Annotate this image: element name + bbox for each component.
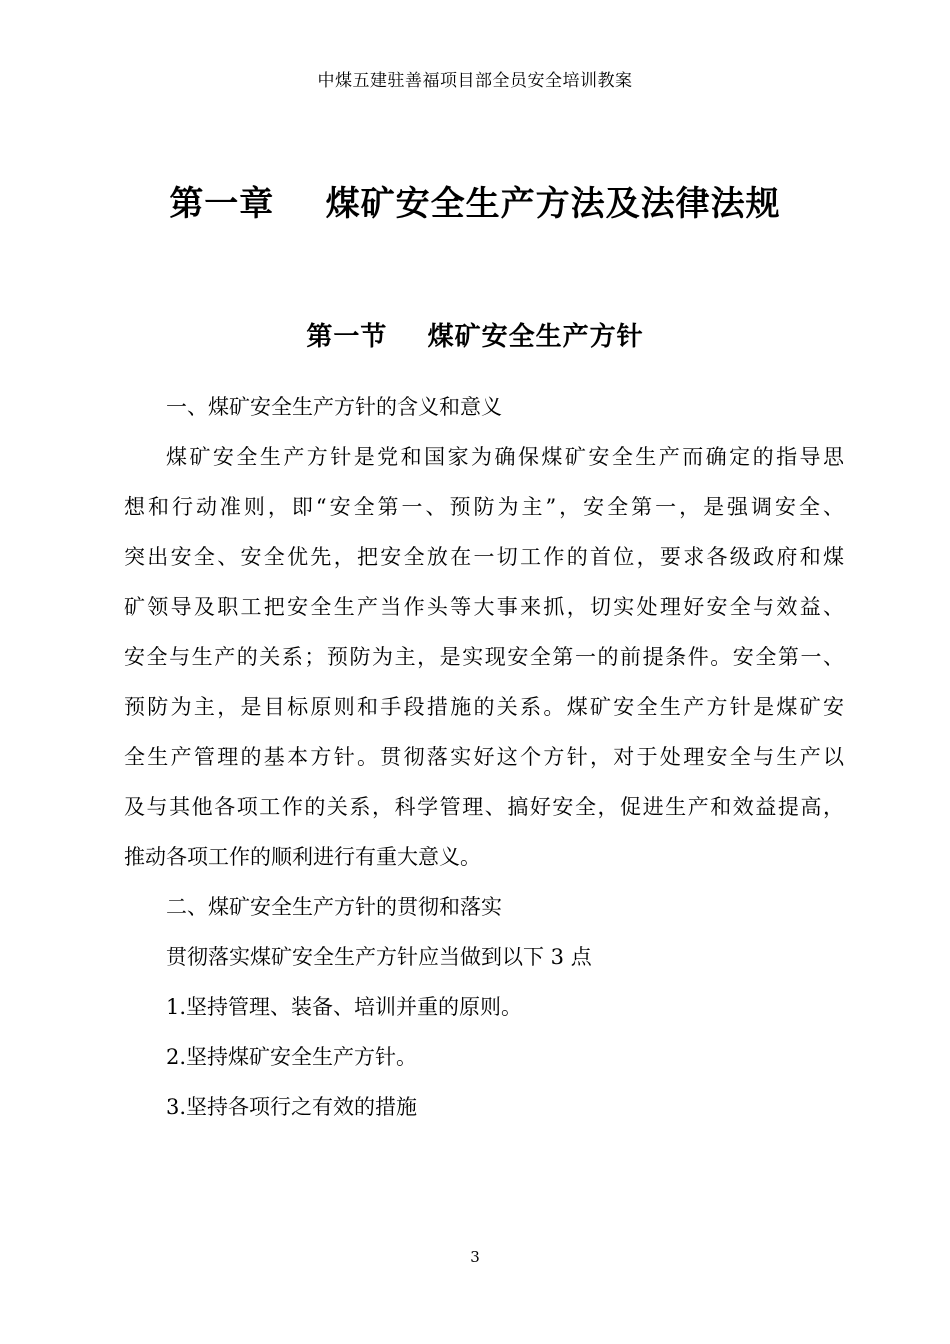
paragraph-1-line: 想和行动准则，即“安全第一、预防为主”，安全第一，是强调安全、 [124,495,844,519]
paragraph-1-line: 预防为主，是目标原则和手段措施的关系。煤矿安全生产方针是煤矿安 [124,695,844,719]
paragraph-1-line: 矿领导及职工把安全生产当作头等大事来抓，切实处理好安全与效益、 [124,595,844,619]
chapter-title: 第一章 煤矿安全生产方法及法律法规 [169,184,781,224]
page-number: 3 [470,1248,480,1266]
paragraph-1-line: 煤矿安全生产方针是党和国家为确保煤矿安全生产而确定的指导思 [166,445,844,469]
paragraph-1-line: 突出安全、安全优先，把安全放在一切工作的首位，要求各级政府和煤 [124,545,844,569]
heading-1: 一、煤矿安全生产方针的含义和意义 [166,395,502,419]
heading-2: 二、煤矿安全生产方针的贯彻和落实 [166,895,502,919]
paragraph-1-line: 安全与生产的关系；预防为主，是实现安全第一的前提条件。安全第一、 [124,645,844,669]
paragraph-1-line: 全生产管理的基本方针。贯彻落实好这个方针，对于处理安全与生产以 [124,745,844,769]
point-item: 2.坚持煤矿安全生产方针。 [166,1045,418,1069]
point-item: 3.坚持各项行之有效的措施 [166,1095,418,1119]
paragraph-1-line: 推动各项工作的顺利进行有重大意义。 [124,845,481,869]
section-title: 第一节 煤矿安全生产方针 [306,322,644,352]
intro-2: 贯彻落实煤矿安全生产方针应当做到以下 3 点 [166,945,592,969]
page-header: 中煤五建驻善福项目部全员安全培训教案 [317,71,633,91]
point-item: 1.坚持管理、装备、培训并重的原则。 [166,995,523,1019]
paragraph-1-line: 及与其他各项工作的关系，科学管理、搞好安全，促进生产和效益提高， [124,795,844,819]
